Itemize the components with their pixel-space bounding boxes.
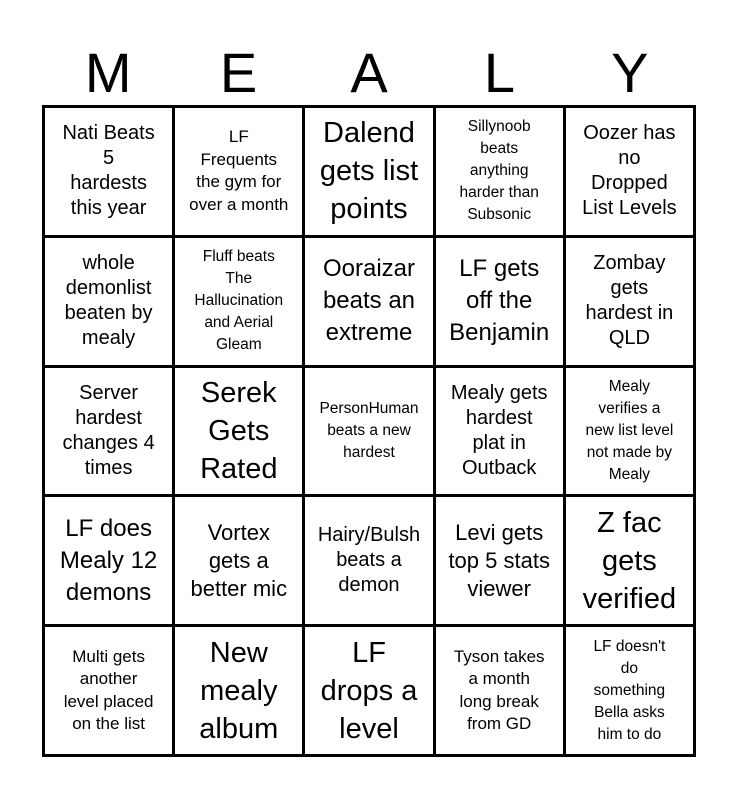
- bingo-cell-text: Dalend gets list points: [319, 117, 419, 226]
- bingo-cell-text: whole demonlist beaten by mealy: [64, 252, 153, 350]
- bingo-cell-r3c2: [175, 368, 302, 495]
- bingo-cell-r2c3: [305, 238, 432, 365]
- bingo-cell-r2c5: [566, 238, 693, 365]
- bingo-cell-r2c1: [45, 238, 172, 365]
- bingo-cell-r5c5: [566, 627, 693, 754]
- bingo-cell-text: Oozer has no Dropped List Levels: [582, 122, 677, 220]
- bingo-cell-text: Fluff beats The Hallucination and Aerial Gleam: [194, 248, 284, 354]
- bingo-cell-text: PersonHuman beats a new hardest: [319, 399, 419, 461]
- bingo-cell-text: Hairy/Bulsh beats a demon: [317, 524, 421, 597]
- bingo-cell-text: Serek Gets Rated: [200, 376, 278, 485]
- bingo-cell-r2c2: [175, 238, 302, 365]
- title-letter-a: A: [350, 41, 388, 104]
- bingo-cell-r1c3: [305, 108, 432, 235]
- bingo-cell-r4c1: [45, 497, 172, 624]
- bingo-cell-text: LF drops a level: [320, 636, 418, 745]
- bingo-cell-text: LF doesn't do something Bella asks him to do: [593, 637, 666, 743]
- title-letter-l: L: [483, 41, 515, 104]
- title-letter-e: E: [219, 41, 258, 104]
- bingo-cell-text: Tyson takes a month long break from GD: [453, 646, 545, 734]
- bingo-cell-text: Nati Beats 5 hardests this year: [62, 122, 155, 220]
- bingo-cell-r5c2: [175, 627, 302, 754]
- bingo-cell-text: LF Frequents the gym for over a month: [189, 127, 289, 214]
- bingo-title: [43, 42, 695, 104]
- bingo-cell-r5c1: [45, 627, 172, 754]
- bingo-cell-text: Z fac gets verified: [582, 506, 677, 615]
- bingo-cell-r3c3: [305, 368, 432, 495]
- bingo-cell-r5c4: [436, 627, 563, 754]
- bingo-cell-r3c5: [566, 368, 693, 495]
- bingo-cell-r1c2: [175, 108, 302, 235]
- bingo-board: [42, 105, 696, 757]
- bingo-cell-r2c4: [436, 238, 563, 365]
- bingo-cell-text: New mealy album: [199, 636, 279, 745]
- bingo-cell-r3c1: [45, 368, 172, 495]
- bingo-cell-text: Server hardest changes 4 times: [62, 381, 155, 479]
- bingo-cell-text: Vortex gets a better mic: [190, 519, 288, 601]
- bingo-cell-r1c4: [436, 108, 563, 235]
- title-letter-m: M: [84, 41, 132, 104]
- bingo-cell-r5c3: [305, 627, 432, 754]
- bingo-cell-r1c1: [45, 108, 172, 235]
- bingo-cell-text: Mealy gets hardest plat in Outback: [450, 381, 548, 479]
- bingo-cell-text: Mealy verifies a new list level not made by Mealy: [585, 377, 674, 483]
- bingo-cell-text: Sillynoob beats anything harder than Subsonic: [459, 118, 539, 224]
- title-letter-y: Y: [611, 41, 649, 104]
- bingo-cell-r4c3: [305, 497, 432, 624]
- bingo-cell-r4c4: [436, 497, 563, 624]
- bingo-cell-text: LF does Mealy 12 demons: [59, 514, 158, 606]
- bingo-cell-text: Ooraizar beats an extreme: [322, 255, 416, 347]
- bingo-cell-text: Multi gets another level placed on the list: [63, 646, 154, 734]
- bingo-cell-r3c4: [436, 368, 563, 495]
- bingo-cell-text: Zombay gets hardest in QLD: [585, 252, 674, 350]
- bingo-cell-r4c2: [175, 497, 302, 624]
- bingo-cell-r1c5: [566, 108, 693, 235]
- bingo-cell-r4c5: [566, 497, 693, 624]
- bingo-cell-text: Levi gets top 5 stats viewer: [448, 519, 550, 601]
- bingo-cell-text: LF gets off the Benjamin: [449, 255, 550, 347]
